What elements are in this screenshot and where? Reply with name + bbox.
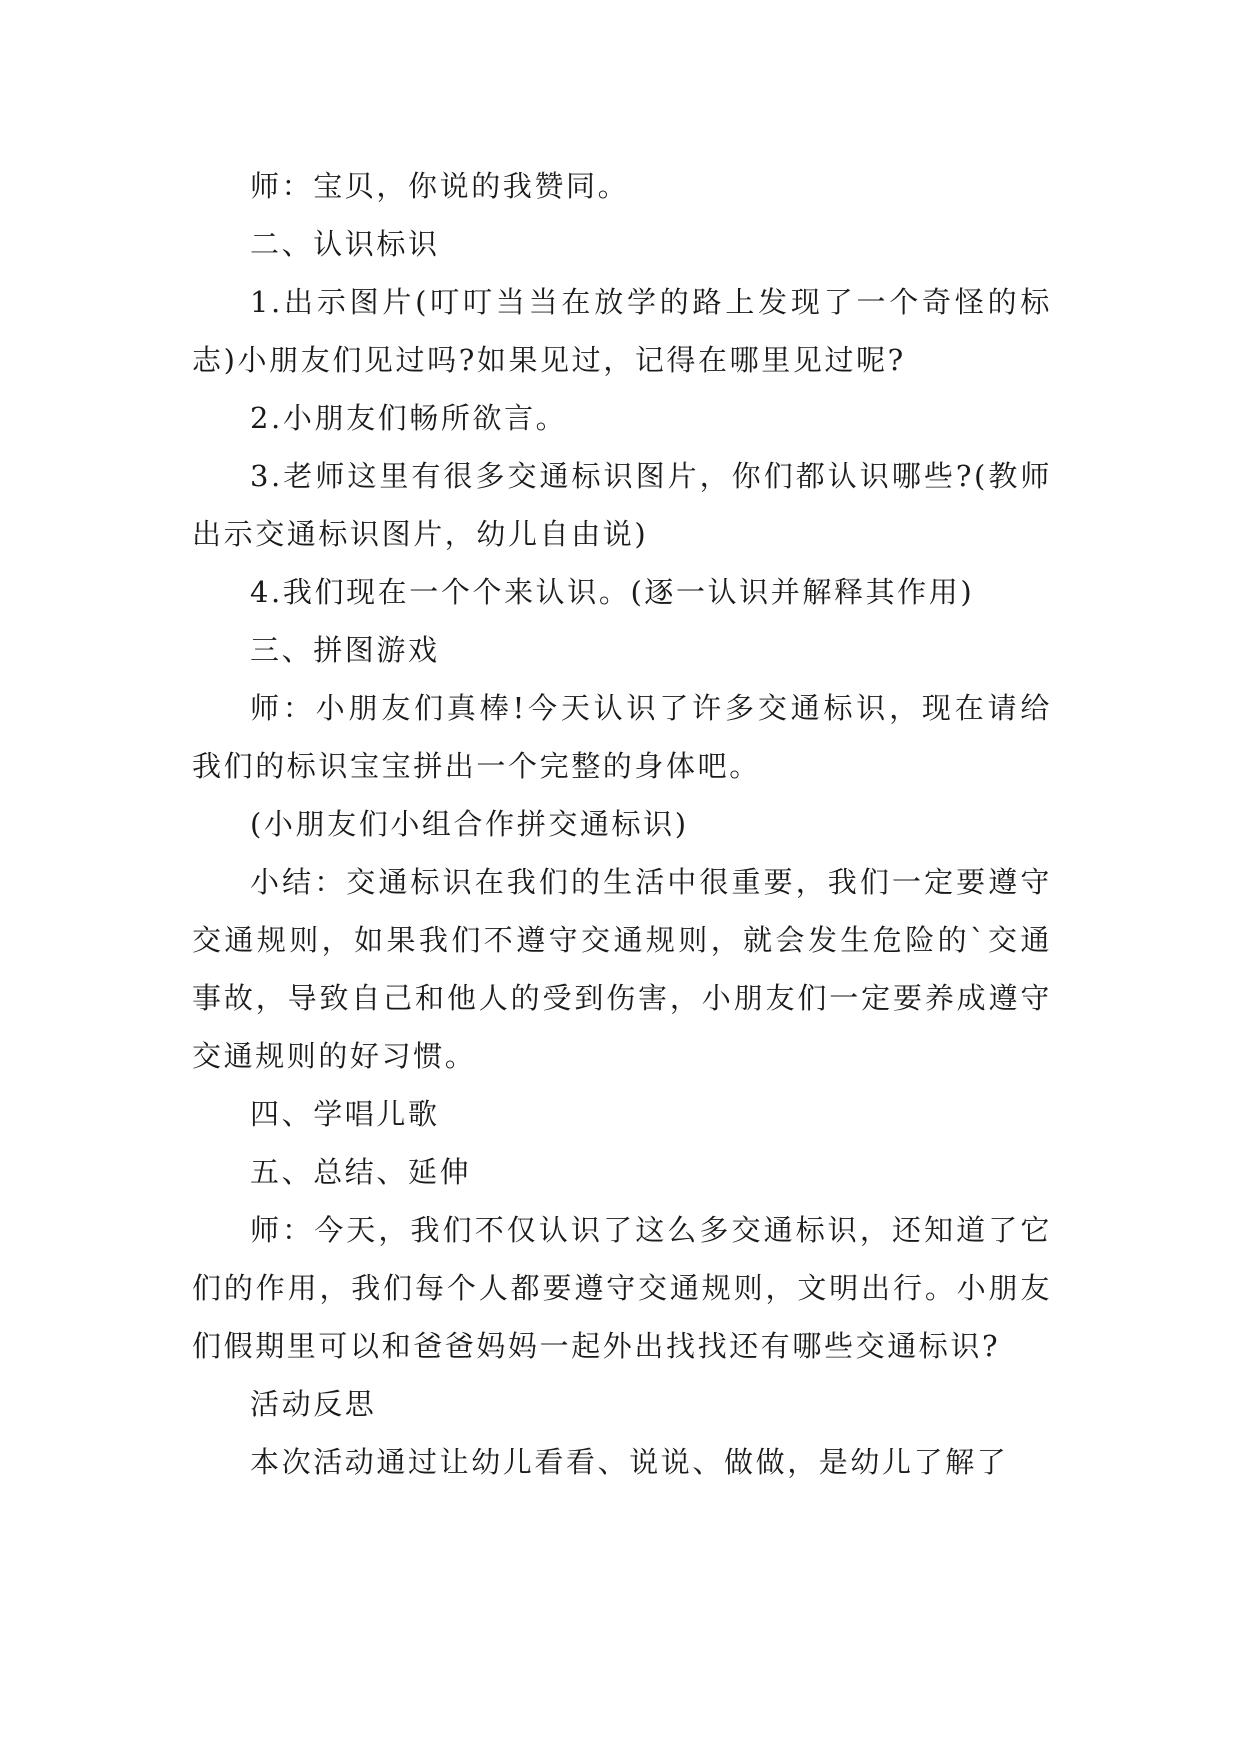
- paragraph-teacher-conclusion: 师：今天，我们不仅认识了这么多交通标识，还知道了它们的作用，我们每个人都要遵守交通规则，文明出行。小朋友们假期里可以和爸爸妈妈一起外出找找还有哪些交通标识?: [192, 1213, 1052, 1363]
- paragraph-step-1: 1.出示图片(叮叮当当在放学的路上发现了一个奇怪的标志)小朋友们见过吗?如果见过，记得在哪里见过呢?: [192, 285, 1052, 377]
- paragraph-summary: 小结：交通标识在我们的生活中很重要，我们一定要遵守交通规则，如果我们不遵守交通规则，就会发生危险的`交通事故，导致自己和他人的受到伤害，小朋友们一定要养成遵守交通规则的好习惯。: [192, 865, 1052, 1073]
- heading-learn-song: 四、学唱儿歌: [250, 1097, 440, 1131]
- paragraph-step-2: 2.小朋友们畅所欲言。: [250, 401, 568, 435]
- heading-puzzle-game: 三、拼图游戏: [250, 633, 440, 667]
- heading-activity-reflection: 活动反思: [250, 1387, 377, 1421]
- paragraph-step-3: 3.老师这里有很多交通标识图片，你们都认识哪些?(教师出示交通标识图片，幼儿自由说): [192, 459, 1052, 551]
- document-body: [192, 157, 1052, 1491]
- heading-conclusion-extension: 五、总结、延伸: [250, 1155, 472, 1189]
- paragraph-teacher-agree: 师：宝贝，你说的我赞同。: [250, 169, 630, 203]
- paragraph-group-work: (小朋友们小组合作拼交通标识): [250, 807, 689, 841]
- paragraph-step-4: 4.我们现在一个个来认识。(逐一认识并解释其作用): [250, 575, 975, 609]
- paragraph-reflection: 本次活动通过让幼儿看看、说说、做做，是幼儿了解了: [250, 1445, 1009, 1479]
- paragraph-teacher-praise: 师：小朋友们真棒!今天认识了许多交通标识，现在请给我们的标识宝宝拼出一个完整的身体吧。: [192, 691, 1052, 783]
- heading-recognize-signs: 二、认识标识: [250, 227, 440, 261]
